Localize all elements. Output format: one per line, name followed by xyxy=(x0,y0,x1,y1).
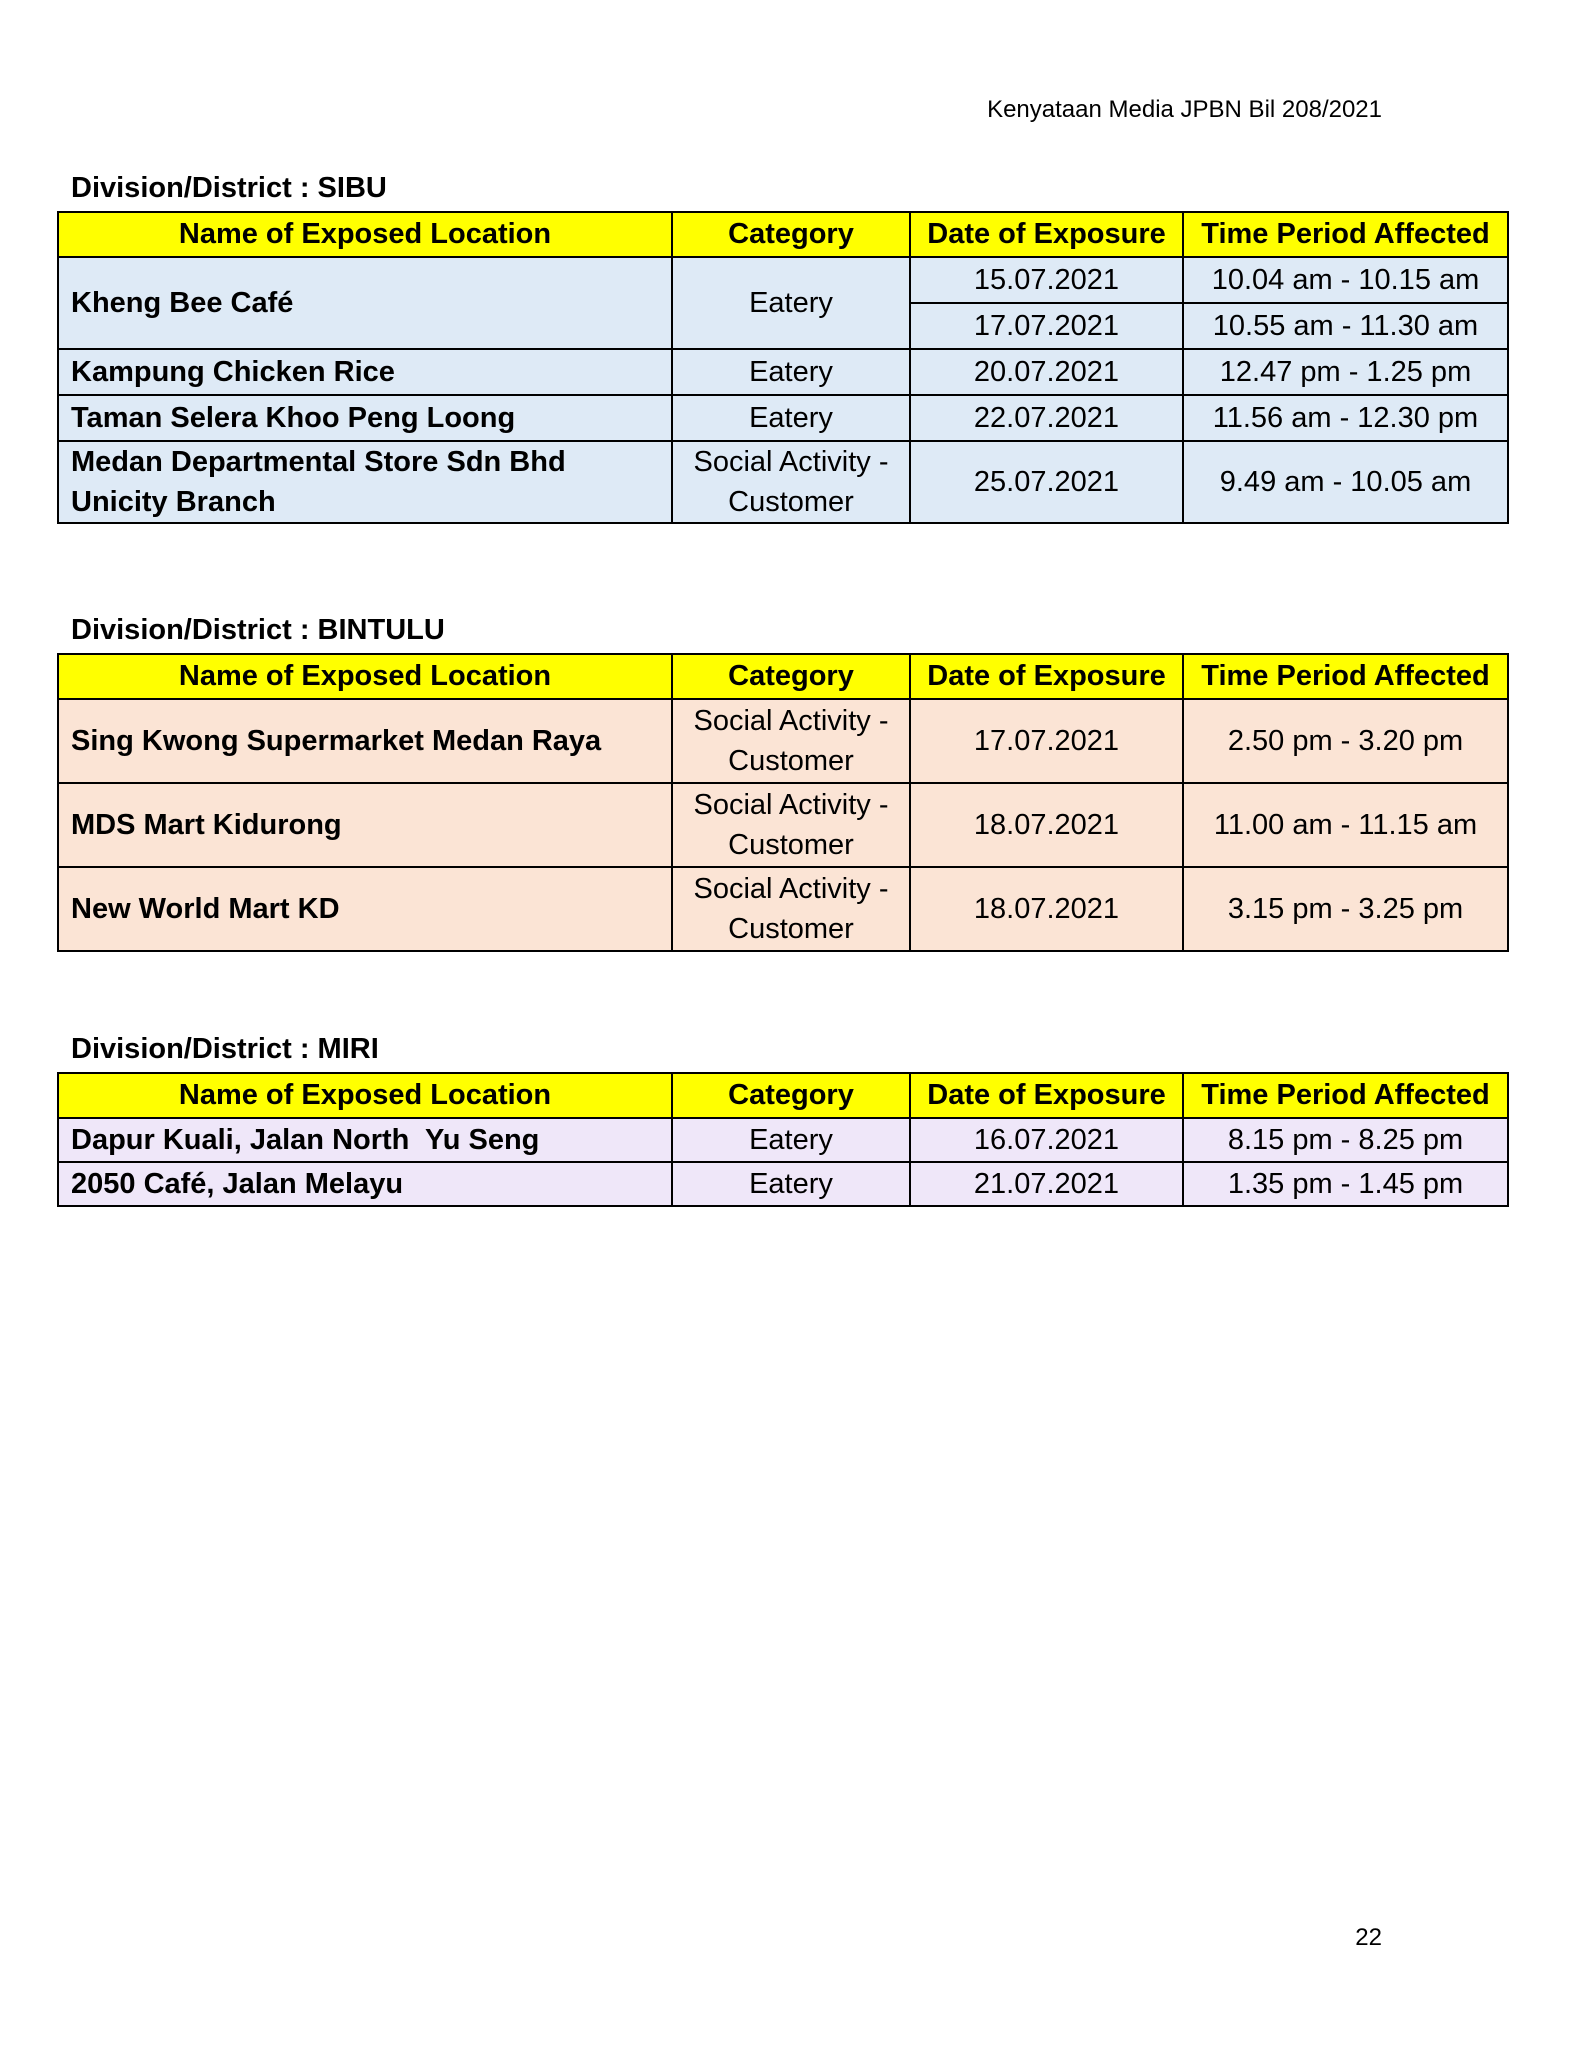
section-bintulu xyxy=(57,613,1507,952)
location-cell: Sing Kwong Supermarket Medan Raya xyxy=(58,699,672,783)
location-cell xyxy=(58,441,672,523)
date-cell: 17.07.2021 xyxy=(910,303,1183,349)
date-cell: 18.07.2021 xyxy=(910,783,1183,867)
table-row xyxy=(58,867,1508,951)
table-row xyxy=(58,349,1508,395)
category-cell xyxy=(672,699,910,783)
location-line: Medan Departmental Store Sdn Bhd xyxy=(71,446,566,478)
table-row xyxy=(58,1162,1508,1206)
date-cell: 17.07.2021 xyxy=(910,699,1183,783)
time-cell: 2.50 pm - 3.20 pm xyxy=(1183,699,1508,783)
column-header-date: Date of Exposure xyxy=(910,654,1183,699)
column-header-date: Date of Exposure xyxy=(910,1073,1183,1118)
column-header-location: Name of Exposed Location xyxy=(58,654,672,699)
time-cell: 10.55 am - 11.30 am xyxy=(1183,303,1508,349)
table-row xyxy=(58,257,1508,303)
column-header-category: Category xyxy=(672,212,910,257)
column-header-location: Name of Exposed Location xyxy=(58,212,672,257)
time-cell: 1.35 pm - 1.45 pm xyxy=(1183,1162,1508,1206)
category-line: Customer xyxy=(728,829,854,861)
column-header-date: Date of Exposure xyxy=(910,212,1183,257)
time-cell: 10.04 am - 10.15 am xyxy=(1183,257,1508,303)
division-title: Division/District : SIBU xyxy=(71,172,387,204)
page-number: 22 xyxy=(1355,1924,1382,1951)
exposure-table-sibu xyxy=(57,211,1509,524)
category-cell xyxy=(672,783,910,867)
time-cell: 9.49 am - 10.05 am xyxy=(1183,441,1508,523)
category-line: Customer xyxy=(728,486,854,518)
table-row xyxy=(58,1118,1508,1162)
date-cell: 25.07.2021 xyxy=(910,441,1183,523)
column-header-category: Category xyxy=(672,654,910,699)
location-cell: Kheng Bee Café xyxy=(58,257,672,349)
time-cell: 11.56 am - 12.30 pm xyxy=(1183,395,1508,441)
location-line: Unicity Branch xyxy=(71,486,276,518)
location-cell: 2050 Café, Jalan Melayu xyxy=(58,1162,672,1206)
column-header-time: Time Period Affected xyxy=(1183,1073,1508,1118)
table-row xyxy=(58,699,1508,783)
time-cell: 8.15 pm - 8.25 pm xyxy=(1183,1118,1508,1162)
time-cell: 3.15 pm - 3.25 pm xyxy=(1183,867,1508,951)
division-title: Division/District : MIRI xyxy=(71,1033,379,1065)
category-cell xyxy=(672,441,910,523)
category-line: Social Activity - xyxy=(693,873,889,905)
location-cell: Taman Selera Khoo Peng Loong xyxy=(58,395,672,441)
date-cell: 18.07.2021 xyxy=(910,867,1183,951)
table-row xyxy=(58,395,1508,441)
category-line: Customer xyxy=(728,913,854,945)
location-cell: MDS Mart Kidurong xyxy=(58,783,672,867)
location-cell: Dapur Kuali, Jalan North Yu Seng xyxy=(58,1118,672,1162)
category-line: Social Activity - xyxy=(693,705,889,737)
exposure-table-miri xyxy=(57,1072,1509,1207)
section-miri xyxy=(57,1032,1507,1207)
date-cell: 22.07.2021 xyxy=(910,395,1183,441)
category-cell: Eatery xyxy=(672,349,910,395)
date-cell: 21.07.2021 xyxy=(910,1162,1183,1206)
category-cell: Eatery xyxy=(672,1118,910,1162)
column-header-time: Time Period Affected xyxy=(1183,654,1508,699)
exposure-table-bintulu xyxy=(57,653,1509,952)
table-header-row xyxy=(58,654,1508,699)
category-cell: Eatery xyxy=(672,395,910,441)
table-row xyxy=(58,441,1508,523)
location-cell: New World Mart KD xyxy=(58,867,672,951)
category-cell: Eatery xyxy=(672,257,910,349)
column-header-category: Category xyxy=(672,1073,910,1118)
column-header-location: Name of Exposed Location xyxy=(58,1073,672,1118)
date-cell: 16.07.2021 xyxy=(910,1118,1183,1162)
time-cell: 11.00 am - 11.15 am xyxy=(1183,783,1508,867)
document-reference: Kenyataan Media JPBN Bil 208/2021 xyxy=(987,96,1382,123)
date-cell: 20.07.2021 xyxy=(910,349,1183,395)
section-sibu xyxy=(57,171,1507,524)
location-cell: Kampung Chicken Rice xyxy=(58,349,672,395)
category-cell xyxy=(672,867,910,951)
category-cell: Eatery xyxy=(672,1162,910,1206)
category-line: Social Activity - xyxy=(693,789,889,821)
table-header-row xyxy=(58,212,1508,257)
table-row xyxy=(58,783,1508,867)
date-cell: 15.07.2021 xyxy=(910,257,1183,303)
category-line: Social Activity - xyxy=(693,446,889,478)
division-title: Division/District : BINTULU xyxy=(71,614,445,646)
category-line: Customer xyxy=(728,745,854,777)
time-cell: 12.47 pm - 1.25 pm xyxy=(1183,349,1508,395)
column-header-time: Time Period Affected xyxy=(1183,212,1508,257)
table-header-row xyxy=(58,1073,1508,1118)
